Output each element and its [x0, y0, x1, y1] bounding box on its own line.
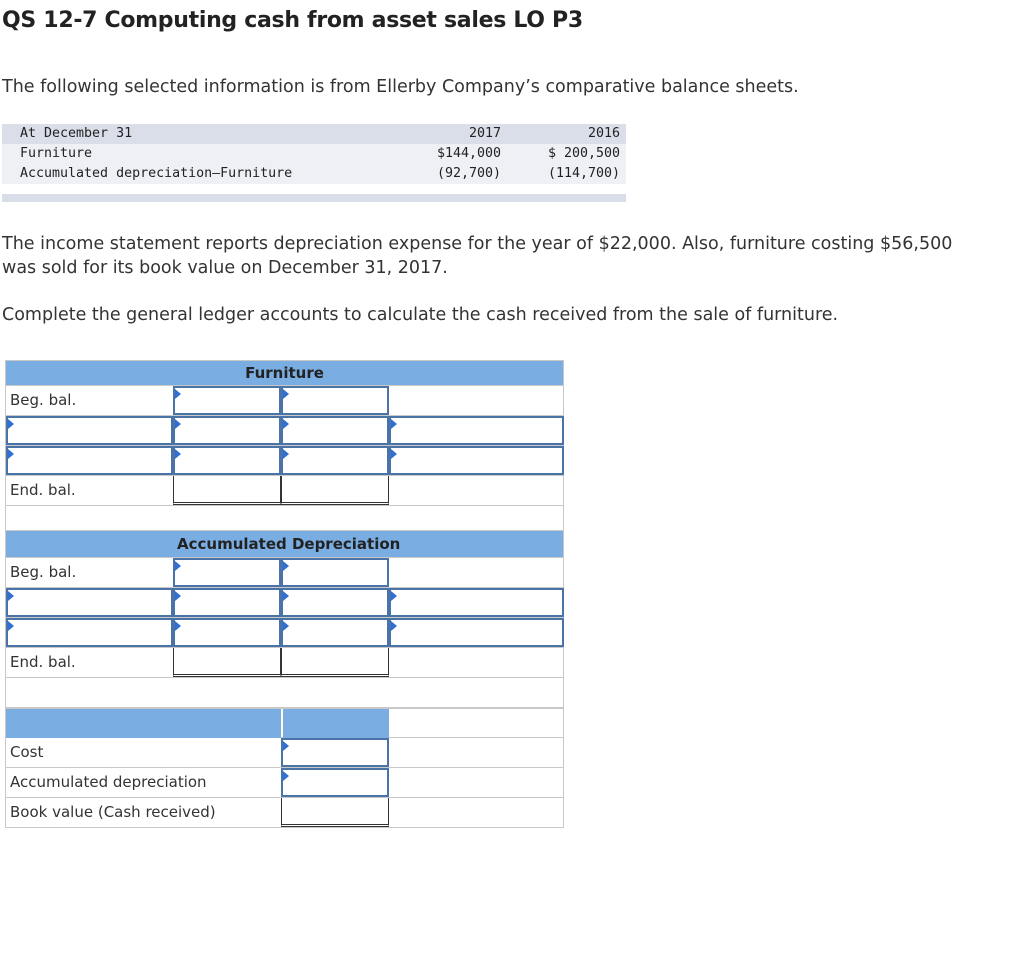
accumulated-depreciation-amount-input[interactable] [281, 768, 389, 797]
credit-account-dropdown[interactable] [389, 588, 564, 617]
table-header-row [2, 124, 626, 144]
credit-account-dropdown[interactable] [389, 618, 564, 647]
end-bal-credit-total [281, 648, 389, 677]
summary-row-cost [5, 738, 564, 768]
dropdown-marker-icon [283, 621, 289, 631]
summary-header [5, 708, 564, 738]
dropdown-marker-icon [175, 389, 181, 399]
credit-amount-input[interactable] [281, 446, 389, 475]
accdep-ledger-header [5, 530, 564, 558]
header-label: At December 31 [20, 126, 133, 141]
summary-row-accumulated-depreciation [5, 768, 564, 798]
beg-bal-label: Beg. bal. [10, 391, 77, 409]
debit-amount-input[interactable] [173, 386, 281, 415]
ledger-row [5, 416, 564, 446]
value-2017: (92,700) [436, 166, 501, 181]
ledger-row-beg-bal [5, 386, 564, 416]
dropdown-marker-icon [175, 591, 181, 601]
dropdown-marker-icon [283, 771, 289, 781]
furniture-ledger [5, 360, 564, 536]
credit-amount-input[interactable] [281, 588, 389, 617]
debit-amount-input[interactable] [173, 416, 281, 445]
ledger-row-beg-bal [5, 558, 564, 588]
credit-account-dropdown[interactable] [389, 446, 564, 475]
dropdown-marker-icon [175, 561, 181, 571]
credit-account-dropdown[interactable] [389, 416, 564, 445]
header-2017: 2017 [468, 126, 501, 141]
header-2016: 2016 [587, 126, 620, 141]
accumulated-depreciation-label: Accumulated depreciation [10, 773, 207, 791]
end-bal-label: End. bal. [10, 481, 76, 499]
dropdown-marker-icon [283, 591, 289, 601]
ledger-row-end-bal [5, 476, 564, 506]
end-bal-label: End. bal. [10, 653, 76, 671]
dropdown-marker-icon [175, 449, 181, 459]
dropdown-marker-icon [8, 449, 14, 459]
debit-amount-input[interactable] [173, 446, 281, 475]
dropdown-marker-icon [283, 389, 289, 399]
ledger-row [5, 618, 564, 648]
info-text-line2: was sold for its book value on December 31, 2017. [2, 258, 448, 278]
end-bal-debit-total [173, 648, 281, 677]
comparative-balance-table [2, 124, 626, 202]
ledger-row-end-bal [5, 648, 564, 678]
ledger-spacer [5, 678, 564, 708]
page-title: QS 12-7 Computing cash from asset sales LO P3 [2, 8, 583, 33]
ledger-title: Furniture [245, 364, 324, 382]
table-bottom-bar [2, 194, 626, 202]
dropdown-marker-icon [8, 621, 14, 631]
info-text-line1: The income statement reports depreciation expense for the year of $22,000. Also, furniture costing $56,500 [2, 234, 953, 254]
dropdown-marker-icon [283, 561, 289, 571]
row-label: Accumulated depreciation—Furniture [20, 166, 293, 181]
book-value-summary [5, 708, 564, 828]
dropdown-marker-icon [391, 621, 397, 631]
instruction-text: Complete the general ledger accounts to calculate the cash received from the sale of furniture. [2, 305, 839, 325]
value-2016: (114,700) [547, 166, 620, 181]
debit-account-dropdown[interactable] [173, 558, 281, 587]
credit-amount-input[interactable] [281, 558, 389, 587]
dropdown-marker-icon [175, 621, 181, 631]
table-row-furniture [2, 144, 626, 164]
debit-amount-input[interactable] [173, 618, 281, 647]
debit-account-dropdown[interactable] [6, 618, 173, 647]
dropdown-marker-icon [8, 419, 14, 429]
dropdown-marker-icon [391, 419, 397, 429]
ledger-row [5, 588, 564, 618]
end-bal-debit-total [173, 476, 281, 505]
dropdown-marker-icon [391, 591, 397, 601]
debit-account-dropdown[interactable] [6, 588, 173, 617]
debit-amount-input[interactable] [173, 588, 281, 617]
accumulated-depreciation-ledger [5, 530, 564, 708]
cost-amount-input[interactable] [281, 738, 389, 767]
summary-row-book-value [5, 798, 564, 828]
value-2017: $144,000 [436, 146, 501, 161]
dropdown-marker-icon [283, 449, 289, 459]
debit-account-dropdown[interactable] [6, 416, 173, 445]
summary-header-label-band [6, 709, 281, 738]
ledger-title: Accumulated Depreciation [177, 535, 401, 553]
summary-header-amount-band [283, 709, 389, 738]
dropdown-marker-icon [175, 419, 181, 429]
dropdown-marker-icon [391, 449, 397, 459]
dropdown-marker-icon [283, 741, 289, 751]
value-2016: $ 200,500 [547, 146, 620, 161]
debit-account-dropdown[interactable] [6, 446, 173, 475]
book-value-label: Book value (Cash received) [10, 803, 216, 821]
credit-amount-input[interactable] [281, 416, 389, 445]
book-value-total [281, 798, 389, 827]
cost-label: Cost [10, 743, 44, 761]
dropdown-marker-icon [283, 419, 289, 429]
table-row-accumulated-depreciation [2, 164, 626, 184]
credit-amount-input[interactable] [281, 618, 389, 647]
credit-account-dropdown[interactable] [281, 386, 389, 415]
end-bal-credit-total [281, 476, 389, 505]
ledger-row [5, 446, 564, 476]
beg-bal-label: Beg. bal. [10, 563, 77, 581]
intro-text: The following selected information is from Ellerby Company’s comparative balance sheets. [2, 77, 799, 97]
dropdown-marker-icon [8, 591, 14, 601]
furniture-ledger-header [5, 360, 564, 386]
row-label: Furniture [20, 146, 93, 161]
